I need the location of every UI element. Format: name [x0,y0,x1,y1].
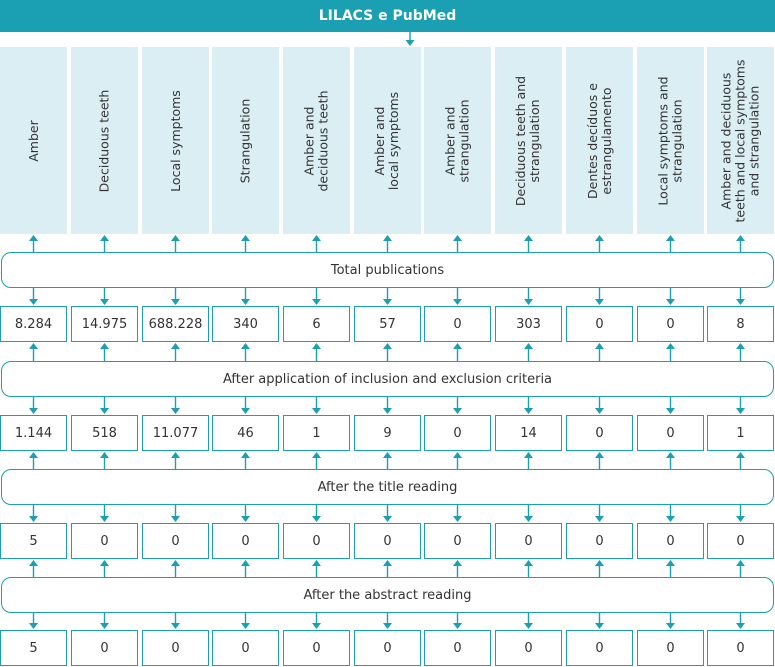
stage-total-publications [1,252,774,288]
stage-label: After the abstract reading [303,587,472,603]
value-cell: 0 [637,306,704,342]
arrow-up-icon [171,452,180,458]
value-cell: 1.144 [0,415,67,451]
column-box-local-strangulation [637,47,704,234]
stage-label: Total publications [330,262,445,278]
value-cell: 0 [283,523,350,559]
arrow-up-icon [666,560,675,566]
column-box-local-symptoms [142,47,209,234]
arrow-up-icon [736,452,745,458]
arrow-down-icon [453,516,462,522]
arrow-down-icon [736,516,745,522]
arrow-down-icon [312,299,321,305]
column-box-dentes-estrangulamento [566,47,633,234]
value-cell: 57 [354,306,421,342]
value-cell: 5 [0,523,67,559]
arrow-down-icon [453,299,462,305]
arrow-down-icon [241,299,250,305]
value-cell: 0 [354,523,421,559]
arrow-down-icon [312,623,321,629]
arrow-up-icon [100,235,109,241]
arrow-up-icon [312,235,321,241]
value-cell: 0 [707,630,774,666]
arrow-up-icon [312,452,321,458]
value-cell: 0 [424,306,491,342]
value-cell: 518 [71,415,138,451]
arrow-up-icon [453,560,462,566]
value-cell: 14.975 [71,306,138,342]
value-cell: 0 [495,523,562,559]
value-cell: 0 [495,630,562,666]
arrow-down-icon [383,299,392,305]
value-cell: 0 [637,630,704,666]
arrow-up-icon [524,560,533,566]
arrow-up-icon [666,343,675,349]
column-box-deciduous-strangulation [495,47,562,234]
column-label: Local symptoms and strangulation [655,75,685,206]
value-cell: 11.077 [142,415,209,451]
arrow-down-icon [100,623,109,629]
value-cell: 6 [283,306,350,342]
value-cell: 0 [566,306,633,342]
arrow-down-icon [453,408,462,414]
arrow-up-icon [312,343,321,349]
arrow-down-icon [171,408,180,414]
arrow-up-icon [453,452,462,458]
arrow-up-icon [171,343,180,349]
arrow-down-icon [100,408,109,414]
arrow-up-icon [453,235,462,241]
arrow-down-icon [666,623,675,629]
column-label: Amber [25,119,41,162]
stage-label: After application of inclusion and exclusion criteria [222,371,553,387]
source-title: LILACS e PubMed [318,8,457,24]
arrow-down-icon [736,299,745,305]
value-cell: 0 [424,523,491,559]
arrow-up-icon [383,452,392,458]
arrow-up-icon [383,343,392,349]
column-label: Amber and local symptoms [372,91,402,190]
column-box-deciduous-teeth [71,47,138,234]
arrow-down-icon [241,623,250,629]
value-cell: 0 [637,415,704,451]
arrow-down-icon [524,516,533,522]
arrow-down-icon [171,623,180,629]
value-cell: 0 [566,523,633,559]
arrow-up-icon [666,452,675,458]
arrow-down-icon [29,623,38,629]
value-cell: 5 [0,630,67,666]
arrow-up-icon [595,343,604,349]
value-cell: 0 [566,415,633,451]
value-cell: 0 [637,523,704,559]
column-box-all-combined [707,47,774,234]
arrow-down-icon [100,516,109,522]
arrow-down-icon [595,516,604,522]
value-cell: 0 [212,523,279,559]
arrow-down-icon [29,299,38,305]
arrow-up-icon [241,343,250,349]
value-cell: 9 [354,415,421,451]
value-cell: 0 [283,630,350,666]
value-cell: 0 [424,415,491,451]
value-cell: 688.228 [142,306,209,342]
arrow-down-icon [736,623,745,629]
arrow-up-icon [241,235,250,241]
value-cell: 8.284 [0,306,67,342]
arrow-up-icon [736,235,745,241]
arrow-up-icon [241,452,250,458]
arrow-up-icon [595,560,604,566]
arrow-up-icon [453,343,462,349]
arrow-down-icon [29,408,38,414]
value-cell: 46 [212,415,279,451]
arrow-up-icon [383,560,392,566]
arrow-up-icon [100,452,109,458]
value-cell: 340 [212,306,279,342]
stage-abstract-reading [1,577,774,613]
value-cell: 0 [142,523,209,559]
arrow-up-icon [595,235,604,241]
arrow-up-icon [171,560,180,566]
column-box-amber [0,47,67,234]
arrow-down-icon [383,408,392,414]
arrow-down-icon [666,299,675,305]
stage-label: After the title reading [317,479,458,495]
column-box-amber-strangulation [424,47,491,234]
value-cell: 0 [424,630,491,666]
column-label: Deciduous teeth and strangulation [513,75,543,206]
arrow-down-icon [453,623,462,629]
stage-inclusion-exclusion [1,361,774,397]
arrow-down-icon [524,408,533,414]
value-cell: 0 [71,630,138,666]
column-box-amber-deciduous [283,47,350,234]
arrow-up-icon [29,452,38,458]
arrow-up-icon [312,560,321,566]
arrow-up-icon [100,560,109,566]
arrow-down-icon [383,516,392,522]
arrow-down-icon [406,40,415,46]
arrow-down-icon [241,516,250,522]
arrow-down-icon [312,408,321,414]
arrow-up-icon [524,452,533,458]
column-label: Amber and deciduous teeth and local symptoms and strangulation [718,59,762,222]
value-cell: 0 [71,523,138,559]
arrow-down-icon [595,623,604,629]
value-cell: 14 [495,415,562,451]
arrow-up-icon [29,560,38,566]
column-box-amber-local [354,47,421,234]
column-label: Amber and strangulation [442,98,472,183]
value-cell: 0 [354,630,421,666]
column-label: Deciduous teeth [96,89,112,192]
value-cell: 0 [566,630,633,666]
arrow-up-icon [383,235,392,241]
value-cell: 1 [283,415,350,451]
value-cell: 8 [707,306,774,342]
value-cell: 0 [142,630,209,666]
arrow-down-icon [29,516,38,522]
value-cell: 0 [212,630,279,666]
arrow-up-icon [29,343,38,349]
arrow-down-icon [171,299,180,305]
value-cell: 0 [707,523,774,559]
arrow-up-icon [524,343,533,349]
arrow-down-icon [241,408,250,414]
column-label: Amber and deciduous teeth [301,90,331,191]
arrow-up-icon [100,343,109,349]
column-label: Dentes decíduos e estrangulamento [584,82,614,199]
stage-title-reading [1,469,774,505]
arrow-down-icon [312,516,321,522]
arrow-down-icon [595,408,604,414]
arrow-up-icon [595,452,604,458]
arrow-down-icon [736,408,745,414]
arrow-up-icon [736,560,745,566]
column-label: Local symptoms [167,89,183,192]
column-label: Strangulation [237,98,253,183]
arrow-down-icon [666,408,675,414]
arrow-down-icon [100,299,109,305]
arrow-down-icon [524,299,533,305]
arrow-up-icon [666,235,675,241]
arrow-down-icon [666,516,675,522]
arrow-up-icon [29,235,38,241]
arrow-up-icon [524,235,533,241]
arrow-up-icon [736,343,745,349]
arrow-down-icon [171,516,180,522]
arrow-up-icon [171,235,180,241]
value-cell: 303 [495,306,562,342]
column-box-strangulation [212,47,279,234]
arrow-down-icon [383,623,392,629]
arrow-down-icon [595,299,604,305]
arrow-down-icon [524,623,533,629]
value-cell: 1 [707,415,774,451]
arrow-up-icon [241,560,250,566]
